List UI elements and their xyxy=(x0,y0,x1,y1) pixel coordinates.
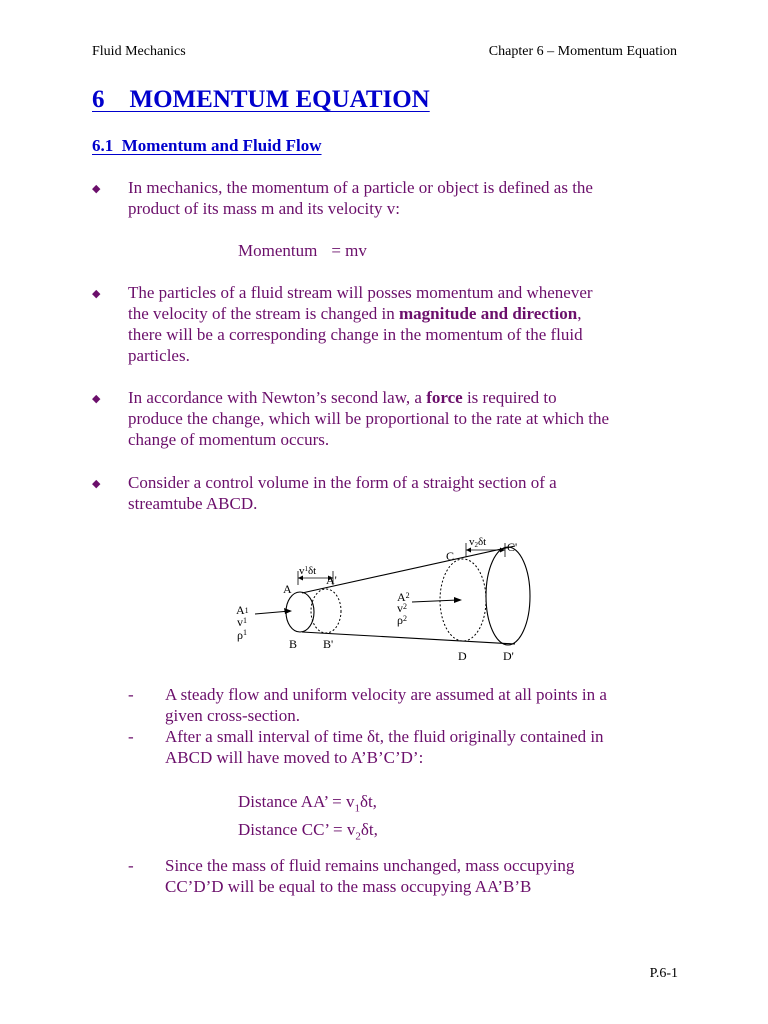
distance-aa: Distance AA’ = $v_1\delta t$, xyxy=(238,792,377,815)
label-a-prime: A' xyxy=(326,573,337,587)
dash-item-3-line-1: Since the mass of fluid remains unchanged, mass occupying xyxy=(165,856,575,875)
bullet-3-text xyxy=(128,387,688,450)
bullet-2-line-2: the velocity of the stream is changed in magnitude and direction, xyxy=(128,304,582,323)
dash-item-2-line-1: After a small interval of time δt, the fluid originally contained in xyxy=(165,727,604,746)
label-v1: $v^1$ xyxy=(237,615,247,629)
dash-item-1-line-2: given cross-section. xyxy=(165,706,301,725)
bullet-diamond-icon: ◆ xyxy=(92,183,101,195)
bullet-1-line-1: In mechanics, the momentum of a particle or object is defined as the xyxy=(128,178,593,197)
streamtube-diagram xyxy=(0,520,768,670)
section-ab-ellipse xyxy=(286,592,314,632)
bullet-2-line-4: particles. xyxy=(128,346,190,365)
page-number: P.6-1 xyxy=(649,966,678,981)
section-a-prime-b-prime-ellipse xyxy=(311,589,341,633)
bullet-4-line-1: Consider a control volume in the form of a straight section of a xyxy=(128,473,557,492)
section-heading: 6.1 Momentum and Fluid Flow xyxy=(92,136,322,155)
bullet-3-line-2: produce the change, which will be proportional to the rate at which the xyxy=(128,409,610,428)
label-c: C xyxy=(446,549,455,563)
momentum-equation xyxy=(238,240,367,261)
bullet-1-text xyxy=(128,177,688,219)
label-a2: $A^2$ xyxy=(397,590,410,604)
label-b: B xyxy=(289,637,298,651)
dash-marker: - xyxy=(128,727,134,746)
label-a: A xyxy=(283,582,292,596)
dash-marker: - xyxy=(128,856,134,875)
bullet-diamond-icon: ◆ xyxy=(92,288,101,300)
inlet-arrowhead-icon xyxy=(284,608,292,614)
label-v1dt: $v^1\delta t$ xyxy=(299,565,317,577)
section-c-prime-d-prime-ellipse xyxy=(486,547,530,645)
label-b-prime: B' xyxy=(323,637,334,651)
dash-item-1-line-1: A steady flow and uniform velocity are assumed at all points in a xyxy=(165,685,607,704)
label-v2: $v^2$ xyxy=(397,601,407,615)
bold-magnitude-direction: magnitude and direction xyxy=(398,304,578,323)
bullet-1-line-2: product of its mass m and its velocity v: xyxy=(128,199,400,218)
tube-bottom-line xyxy=(302,632,515,644)
bold-force: force xyxy=(426,388,463,407)
bullet-4-line-2: streamtube ABCD. xyxy=(128,494,258,513)
bullet-3-line-3: change of momentum occurs. xyxy=(128,430,330,449)
label-c-prime: C' xyxy=(507,540,518,554)
header-right: Chapter 6 – Momentum Equation xyxy=(488,44,677,59)
bullet-2-line-3: there will be a corresponding change in the momentum of the fluid xyxy=(128,325,583,344)
dash-marker: - xyxy=(128,685,134,704)
distance-cc: Distance CC’ = $v_2\delta t$, xyxy=(238,820,378,843)
bullet-2-text xyxy=(128,282,688,366)
label-rho2: $\rho^2$ xyxy=(397,613,407,627)
outlet-arrowhead-icon xyxy=(454,597,462,603)
label-v2dt: v2δt xyxy=(469,536,487,549)
distance-equations xyxy=(238,791,378,848)
label-a1: A1 xyxy=(236,603,249,617)
dash-item-3-line-2: CC’D’D will be equal to the mass occupying AA’B’B xyxy=(165,877,532,896)
bullet-3-line-1: In accordance with Newton’s second law, a force is required to xyxy=(128,388,557,407)
momentum-rhs: = mv xyxy=(331,241,367,260)
dash-item-1 xyxy=(165,684,705,726)
label-d: D xyxy=(458,649,467,663)
header-left: Fluid Mechanics xyxy=(92,44,186,59)
outlet-flow-arrow xyxy=(412,600,458,602)
dash-item-3 xyxy=(165,855,705,897)
momentum-label: Momentum xyxy=(238,241,318,260)
v2dt-arrow-left-icon xyxy=(466,548,471,553)
bullet-diamond-icon: ◆ xyxy=(92,478,101,490)
bullet-2-line-1: The particles of a fluid stream will posses momentum and whenever xyxy=(128,283,593,302)
dash-item-2 xyxy=(165,726,705,768)
bullet-4-text xyxy=(128,472,688,514)
bullet-diamond-icon: ◆ xyxy=(92,393,101,405)
page-title: 6 MOMENTUM EQUATION xyxy=(92,86,430,113)
dash-item-2-line-2: ABCD will have moved to A’B’C’D’: xyxy=(165,748,424,767)
label-rho1: $\rho^1$ xyxy=(237,628,247,642)
label-d-prime: D' xyxy=(503,649,514,663)
